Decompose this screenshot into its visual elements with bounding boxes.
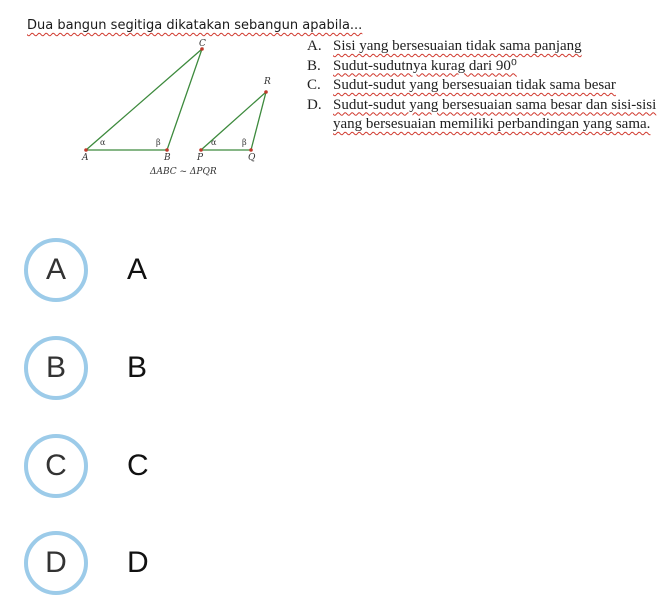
statement-b <box>307 57 669 77</box>
choice-label[interactable]: C <box>127 449 149 482</box>
statement-c <box>307 76 669 96</box>
answer-choice-d[interactable] <box>24 531 149 595</box>
answer-choice-a[interactable] <box>24 238 147 302</box>
choice-badge[interactable]: C <box>24 434 88 498</box>
vertex-label-a: A <box>82 153 89 163</box>
vertex-label-b: B <box>164 153 171 163</box>
vertex-label-c: C <box>199 39 206 49</box>
statement-letter: C. <box>307 77 321 93</box>
angle-beta-pqr: β <box>242 138 247 147</box>
statement-letter: B. <box>307 57 321 74</box>
vertex-label-r: R <box>264 77 271 87</box>
statement-text: Sisi yang bersesuaian tidak sama panjang <box>333 38 582 54</box>
statement-d <box>307 96 669 135</box>
choice-label[interactable]: B <box>127 351 148 384</box>
choice-badge[interactable]: D <box>24 531 88 595</box>
statement-letter: D. <box>307 96 322 113</box>
choice-badge[interactable]: A <box>24 238 88 302</box>
choice-label[interactable]: D <box>127 546 149 579</box>
triangle-pqr <box>196 77 271 163</box>
statement-text: Sudut-sudutnya kurag dari 90⁰ <box>333 57 517 74</box>
vertex-label-p: P <box>197 153 204 163</box>
angle-beta-abc: β <box>156 138 161 147</box>
answer-choice-c[interactable] <box>24 434 149 498</box>
statement-text: Sudut-sudut yang bersesuaian sama besar dan sisi-sisi yang bersesuaian memiliki perbandingan yang sama. <box>333 96 657 132</box>
statement-text: Sudut-sudut yang bersesuaian tidak sama besar <box>333 77 616 93</box>
angle-alpha-pqr: α <box>211 138 217 147</box>
statement-letter: A. <box>307 38 322 54</box>
question-prompt: Dua bangun segitiga dikatakan sebangun apabila... <box>27 18 363 33</box>
choice-badge[interactable]: B <box>24 336 88 400</box>
similar-triangles-figure <box>70 36 310 186</box>
triangle-abc <box>81 39 206 163</box>
angle-alpha-abc: α <box>100 138 106 147</box>
answer-choice-b[interactable] <box>24 336 147 400</box>
figure-caption: ΔABC ~ ΔPQR <box>150 167 217 177</box>
choice-label[interactable]: A <box>127 253 148 286</box>
vertex-label-q: Q <box>248 153 256 163</box>
statement-list <box>307 37 669 135</box>
statement-a <box>307 37 669 57</box>
